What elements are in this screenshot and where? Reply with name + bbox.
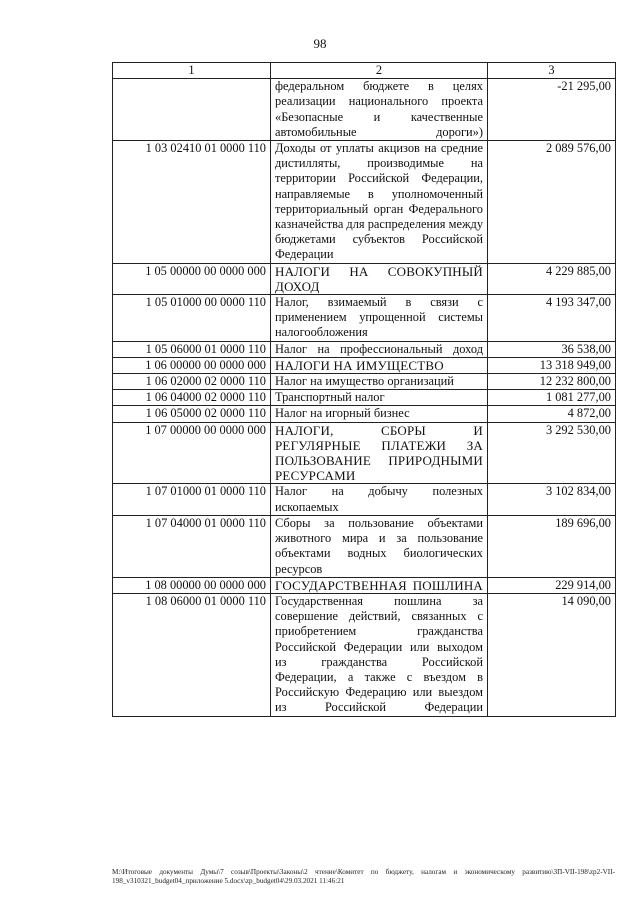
- table-row: [113, 422, 616, 484]
- row-code: 1 06 00000 00 0000 000: [113, 357, 271, 373]
- row-code: 1 06 04000 02 0000 110: [113, 390, 271, 406]
- table-row: [113, 515, 616, 577]
- row-amount: 12 232 800,00: [488, 374, 616, 390]
- column-header-amount: 3: [488, 63, 616, 79]
- row-amount: 1 081 277,00: [488, 390, 616, 406]
- table-row: [113, 263, 616, 294]
- row-amount: 13 318 949,00: [488, 357, 616, 373]
- row-code: 1 07 04000 01 0000 110: [113, 515, 271, 577]
- row-amount: 3 292 530,00: [488, 422, 616, 484]
- page-number: 98: [313, 36, 327, 51]
- row-code: 1 08 06000 01 0000 110: [113, 593, 271, 716]
- row-code: 1 05 01000 00 0000 110: [113, 295, 271, 342]
- row-description: Налог, взимаемый в связи с применением упрощенной системы налогообложения: [271, 295, 488, 342]
- document-file-path: M:\Итоговые документы Думы\7 созыв\Проекты\Законы\2 чтение\Комитет по бюджету, налогам и экономическому развитию\ЗП-VII-198\zp2-VII-198_v310321_budget04_приложение 5.docx\zp_budget04\29.03.2021 11:46:21: [112, 868, 615, 885]
- table-header-row: [113, 63, 616, 79]
- row-description: Налог на добычу полезных ископаемых: [271, 484, 488, 515]
- table-row: [113, 390, 616, 406]
- row-description: ГОСУДАРСТВЕННАЯ ПОШЛИНА: [271, 577, 488, 593]
- row-amount: 36 538,00: [488, 341, 616, 357]
- row-code: 1 03 02410 01 0000 110: [113, 141, 271, 264]
- table-row: [113, 593, 616, 716]
- row-amount: 4 229 885,00: [488, 263, 616, 294]
- row-description: Налог на профессиональный доход: [271, 341, 488, 357]
- row-code: 1 05 00000 00 0000 000: [113, 263, 271, 294]
- table-row: [113, 577, 616, 593]
- row-description: Сборы за пользование объектами животного мира и за пользование объектами водных биологических ресурсов: [271, 515, 488, 577]
- row-description: Транспортный налог: [271, 390, 488, 406]
- row-description: Доходы от уплаты акцизов на средние дистилляты, производимые на территории Российской Федерации, направляемые в уполномоченный территориальный орган Федерального казначейства для распределения между бюджетами субъектов Российской Федерации: [271, 141, 488, 264]
- row-amount: -21 295,00: [488, 79, 616, 141]
- table-row: [113, 79, 616, 141]
- row-description: Налог на игорный бизнес: [271, 406, 488, 422]
- row-amount: 2 089 576,00: [488, 141, 616, 264]
- table-row: [113, 374, 616, 390]
- table-row: [113, 295, 616, 342]
- row-amount: 189 696,00: [488, 515, 616, 577]
- table-row: [113, 357, 616, 373]
- table-row: [113, 141, 616, 264]
- row-description: НАЛОГИ, СБОРЫ И РЕГУЛЯРНЫЕ ПЛАТЕЖИ ЗА ПОЛЬЗОВАНИЕ ПРИРОДНЫМИ РЕСУРСАМИ: [271, 422, 488, 484]
- row-code: 1 07 01000 01 0000 110: [113, 484, 271, 515]
- column-header-description: 2: [271, 63, 488, 79]
- budget-income-table: [112, 62, 616, 717]
- row-amount: 3 102 834,00: [488, 484, 616, 515]
- row-amount: 4 193 347,00: [488, 295, 616, 342]
- row-description: НАЛОГИ НА СОВОКУПНЫЙ ДОХОД: [271, 263, 488, 294]
- row-amount: 14 090,00: [488, 593, 616, 716]
- row-amount: 229 914,00: [488, 577, 616, 593]
- table-row: [113, 341, 616, 357]
- row-amount: 4 872,00: [488, 406, 616, 422]
- row-description: Налог на имущество организаций: [271, 374, 488, 390]
- row-code: 1 07 00000 00 0000 000: [113, 422, 271, 484]
- row-code: 1 06 05000 02 0000 110: [113, 406, 271, 422]
- row-description: Государственная пошлина за совершение действий, связанных с приобретением гражданства Российской Федерации или выходом из гражданства Российской Федерации, а также с въездом в Российскую Федерацию или выездом из Российской Федерации: [271, 593, 488, 716]
- table-row: [113, 406, 616, 422]
- column-header-code: 1: [113, 63, 271, 79]
- row-code: 1 05 06000 01 0000 110: [113, 341, 271, 357]
- table-row: [113, 484, 616, 515]
- row-code: 1 06 02000 02 0000 110: [113, 374, 271, 390]
- row-code: [113, 79, 271, 141]
- row-description: НАЛОГИ НА ИМУЩЕСТВО: [271, 357, 488, 373]
- row-code: 1 08 00000 00 0000 000: [113, 577, 271, 593]
- row-description: федеральном бюджете в целях реализации национального проекта «Безопасные и качественные автомобильные дороги»): [271, 79, 488, 141]
